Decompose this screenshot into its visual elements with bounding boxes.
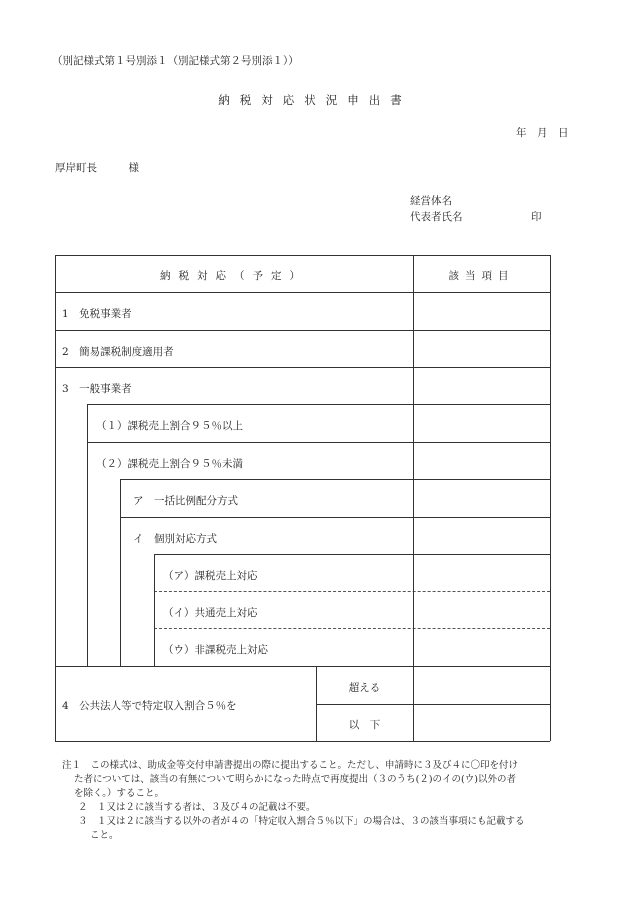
table-divider	[87, 404, 550, 405]
table-divider	[154, 554, 550, 555]
table-indent-line	[154, 554, 155, 666]
addressee: 厚岸町長 様	[55, 162, 139, 174]
row-itemized-method: イ 個別対応方式	[133, 533, 217, 545]
row-ratio-under-95: （２）課税売上割合９５％未満	[96, 458, 243, 470]
table-column-divider	[413, 255, 414, 741]
table-border-left	[55, 255, 56, 741]
row4-exceed: 超える	[348, 682, 381, 694]
table-indent-line	[87, 404, 88, 666]
row-simplified-tax: 2 簡易課税制度適用者	[62, 346, 174, 358]
table-divider	[316, 704, 550, 705]
row-nontaxable-sales: （ウ）非課税売上対応	[163, 644, 268, 656]
table-indent-line	[120, 479, 121, 666]
table-divider-dashed	[154, 628, 550, 629]
column-header-response: 納税対応（予定）	[160, 270, 308, 282]
column-header-applicable: 該当項目	[448, 270, 515, 282]
table-divider	[55, 292, 550, 293]
page-title: 納税対応状況申出書	[218, 93, 412, 107]
date-field: 年 月 日	[516, 127, 569, 139]
table-divider	[120, 517, 550, 518]
row-lump-sum-method: ア 一括比例配分方式	[133, 495, 238, 507]
table-divider	[87, 442, 550, 443]
representative-label: 代表者氏名	[410, 211, 463, 223]
row-ratio-95-or-more: （１）課税売上割合９５％以上	[96, 420, 243, 432]
row-public-corporation: 4 公共法人等で特定収入割合５％を	[62, 700, 237, 712]
table-border-bottom	[55, 741, 550, 742]
table-border-right	[550, 255, 551, 741]
table-divider	[55, 367, 550, 368]
note-line: ２ １又は２に該当する者は、３及び４の記載は不要。	[78, 802, 316, 813]
note-line: こと。	[90, 830, 119, 841]
note-line: た者については、該当の有無について明らかになった時点で再度提出（３のうち(２)のイの(ウ)以外の者	[74, 774, 516, 785]
row4-below: 以 下	[348, 719, 381, 731]
form-reference: （別記様式第１号別添１（別記様式第２号別添１））	[52, 55, 299, 67]
row-general-business: 3 一般事業者	[62, 383, 132, 395]
org-name-label: 経営体名	[410, 195, 452, 207]
row-taxable-sales: （ア）課税売上対応	[163, 570, 258, 582]
table-border-top	[55, 255, 550, 256]
row-common-sales: （イ）共通売上対応	[163, 607, 258, 619]
note-line: 注１ この様式は、助成金等交付申請書提出の際に提出すること。ただし、申請時に３及び４に〇印を付け	[62, 760, 519, 771]
note-line: を除く。）すること。	[74, 788, 165, 799]
note-line: ３ １又は２に該当する以外の者が４の「特定収入割合５％以下」の場合は、３の該当事項にも記載する	[78, 816, 525, 827]
table-divider	[120, 479, 550, 480]
table-divider-dashed	[154, 591, 550, 592]
table-divider	[55, 666, 550, 667]
table-divider	[55, 330, 550, 331]
seal-mark: 印	[531, 211, 542, 223]
row-tax-exempt: 1 免税事業者	[62, 308, 132, 320]
